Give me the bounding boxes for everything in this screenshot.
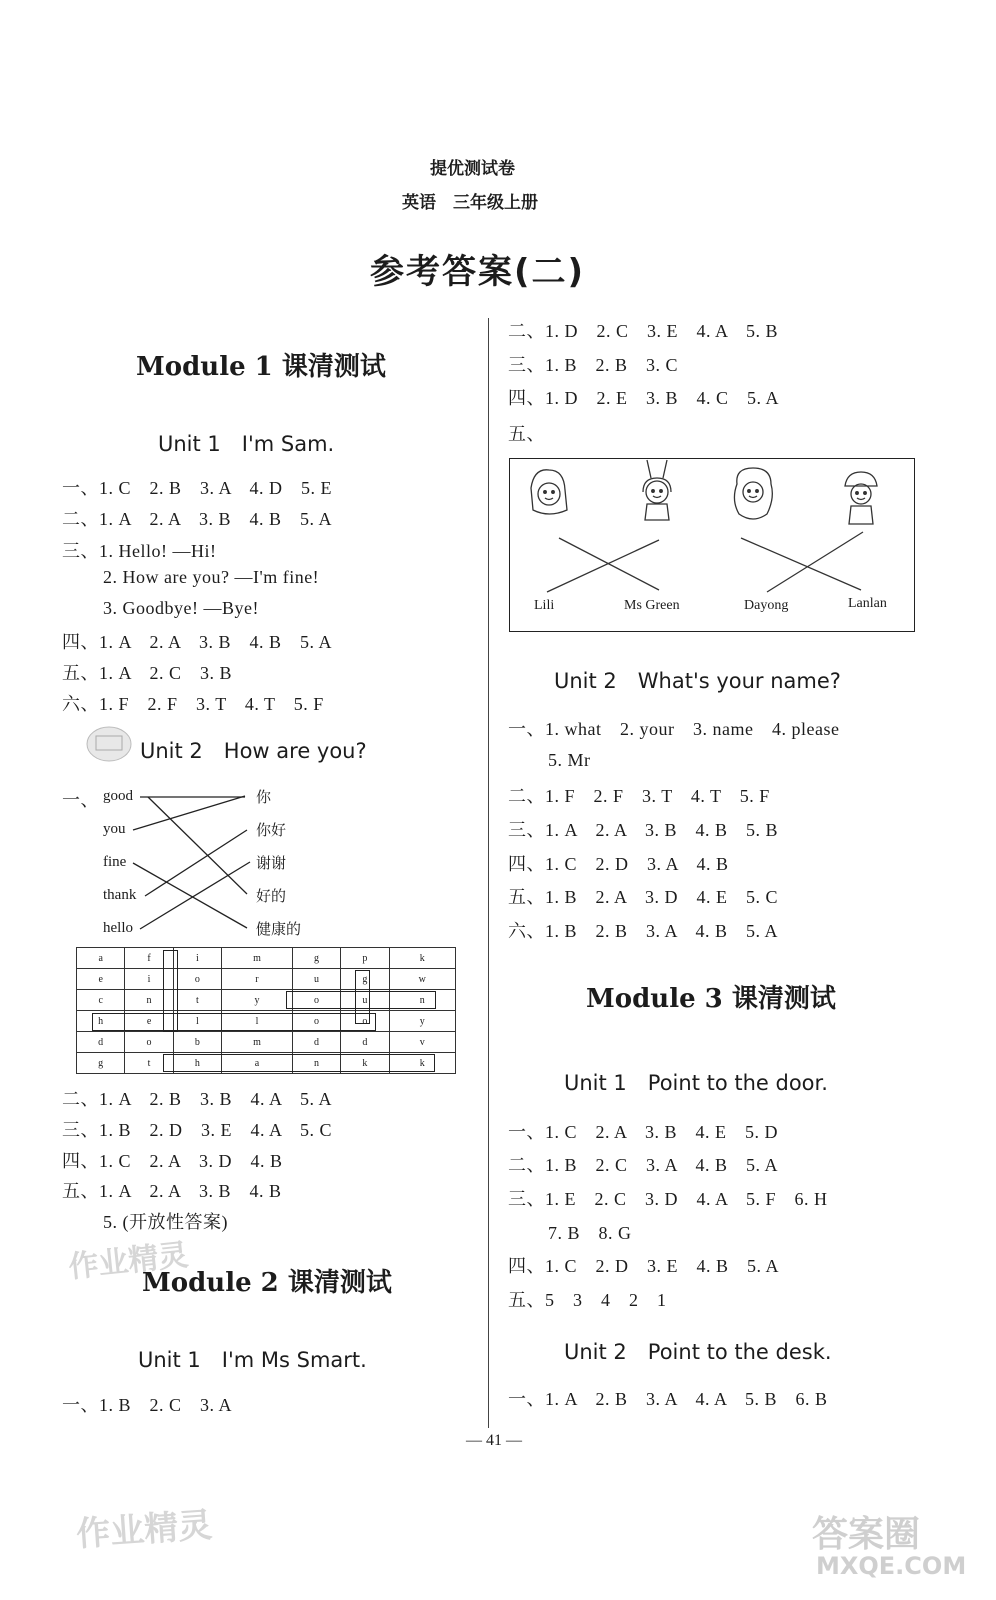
grid-cell: n xyxy=(389,990,455,1011)
grid-cell: h xyxy=(77,1011,125,1032)
answer-line: 一、1. B 2. C 3. A xyxy=(62,1395,233,1415)
answer-line: 四、1. C 2. A 3. D 4. B xyxy=(62,1151,283,1171)
grid-cell: u xyxy=(341,990,389,1011)
grid-cell: v xyxy=(389,1032,455,1053)
grid-cell: y xyxy=(389,1011,455,1032)
m2-unit2-heading: Unit 2 What's your name? xyxy=(554,669,841,693)
match-word: hello xyxy=(103,920,133,936)
grid-cell: t xyxy=(125,1053,173,1074)
figure-name: Lanlan xyxy=(848,596,887,611)
module3-heading: Module 3 课清测试 xyxy=(586,984,836,1014)
answer-line: 5. (开放性答案) xyxy=(103,1212,228,1232)
answer-line: 一、1. A 2. B 3. A 4. A 5. B 6. B xyxy=(508,1389,828,1409)
grid-cell: u xyxy=(292,969,340,990)
answer-line: 一、1. what 2. your 3. name 4. please xyxy=(508,719,840,739)
answer-line: 二、1. D 2. C 3. E 4. A 5. B xyxy=(508,321,779,341)
answer-line: 3. Goodbye! —Bye! xyxy=(103,598,259,618)
answer-line: 五、 xyxy=(508,424,545,444)
page-number: — 41 — xyxy=(466,1432,522,1449)
answer-line: 五、1. A 2. C 3. B xyxy=(62,663,233,683)
answer-line: 四、1. C 2. D 3. E 4. B 5. A xyxy=(508,1256,780,1276)
answer-line: 六、1. B 2. B 3. A 4. B 5. A xyxy=(508,921,779,941)
grid-cell: g xyxy=(341,969,389,990)
match-meaning: 你 xyxy=(256,790,272,806)
match-lines xyxy=(0,0,490,950)
grid-cell: o xyxy=(341,1011,389,1032)
answer-line: 六、1. F 2. F 3. T 4. T 5. F xyxy=(62,694,324,714)
match-meaning: 谢谢 xyxy=(256,856,287,872)
answer-line: 四、1. C 2. D 3. A 4. B xyxy=(508,854,729,874)
grid-cell: o xyxy=(292,1011,340,1032)
grid-cell: n xyxy=(292,1053,340,1074)
match-word: fine xyxy=(103,854,127,870)
grid-cell: l xyxy=(173,1011,221,1032)
grid-cell: d xyxy=(77,1032,125,1053)
page-title: 参考答案(二) xyxy=(370,252,586,292)
found-word-box xyxy=(163,1054,435,1072)
match-word: good xyxy=(103,788,133,804)
grid-cell: d xyxy=(292,1032,340,1053)
match-meaning: 好的 xyxy=(256,889,287,905)
grid-cell: o xyxy=(292,990,340,1011)
grid-cell: a xyxy=(222,1053,293,1074)
grid-cell: b xyxy=(173,1032,221,1053)
grid-cell: r xyxy=(222,969,293,990)
module2-heading: Module 2 课清测试 xyxy=(142,1268,392,1298)
grid-cell: o xyxy=(173,969,221,990)
answer-line: 三、1. B 2. B 3. C xyxy=(508,355,679,375)
grid-cell: m xyxy=(222,1032,293,1053)
grid-cell: i xyxy=(173,948,221,969)
answer-line: 四、1. A 2. A 3. B 4. B 5. A xyxy=(62,632,333,652)
answer-line: 7. B 8. G xyxy=(548,1223,632,1243)
grid-cell: h xyxy=(173,1053,221,1074)
answer-line: 五、1. B 2. A 3. D 4. E 5. C xyxy=(508,887,779,907)
figure-name: Dayong xyxy=(744,598,789,613)
book-subject-grade: 英语 三年级上册 xyxy=(402,193,538,213)
grid-cell: p xyxy=(341,948,389,969)
answer-line: 二、1. B 2. C 3. A 4. B 5. A xyxy=(508,1155,779,1175)
grid-cell: e xyxy=(77,969,125,990)
answer-line: 2. How are you? —I'm fine! xyxy=(103,567,320,587)
grid-cell: m xyxy=(222,948,293,969)
grid-cell: k xyxy=(389,948,455,969)
grid-cell: e xyxy=(125,1011,173,1032)
m1-unit1-heading: Unit 1 I'm Sam. xyxy=(158,432,335,456)
answer-line: 一、1. C 2. A 3. B 4. E 5. D xyxy=(508,1122,779,1142)
m2-unit1-heading: Unit 1 I'm Ms Smart. xyxy=(138,1348,367,1372)
m3-unit2-heading: Unit 2 Point to the desk. xyxy=(564,1340,832,1364)
answer-line: 三、1. A 2. A 3. B 4. B 5. B xyxy=(508,820,779,840)
book-series-title: 提优测试卷 xyxy=(430,159,515,179)
grid-cell: c xyxy=(77,990,125,1011)
watermark-url: MXQE.COM xyxy=(816,1552,967,1580)
answer-line: 一、1. C 2. B 3. A 4. D 5. E xyxy=(62,478,333,498)
m3-unit1-heading: Unit 1 Point to the door. xyxy=(564,1071,828,1095)
answer-line: 二、1. A 2. A 3. B 4. B 5. A xyxy=(62,509,333,529)
grid-cell: g xyxy=(77,1053,125,1074)
girl-figure-icon xyxy=(531,470,567,514)
boy-figure-icon xyxy=(845,472,877,524)
found-word-box xyxy=(92,1013,376,1031)
answer-line: 三、1. E 2. C 3. D 4. A 5. F 6. H xyxy=(508,1189,828,1209)
grid-cell: k xyxy=(341,1053,389,1074)
figure-name: Ms Green xyxy=(624,598,680,613)
answer-line: 二、1. A 2. B 3. B 4. A 5. A xyxy=(62,1089,333,1109)
answer-line: 二、1. F 2. F 3. T 4. T 5. F xyxy=(508,786,770,806)
answer-line: 三、1. B 2. D 3. E 4. A 5. C xyxy=(62,1120,333,1140)
module1-heading: Module 1 课清测试 xyxy=(136,352,386,382)
grid-cell: d xyxy=(341,1032,389,1053)
m1-unit2-heading: Unit 2 How are you? xyxy=(140,739,367,763)
watermark-text: 作业精灵 xyxy=(75,1505,214,1555)
curly-hair-figure-icon xyxy=(734,468,772,519)
match-word: you xyxy=(103,821,126,837)
answer-line: 四、1. D 2. E 3. B 4. C 5. A xyxy=(508,388,780,408)
grid-cell: l xyxy=(222,1011,293,1032)
match-meaning: 你好 xyxy=(256,823,287,839)
grid-cell: w xyxy=(389,969,455,990)
answer-line: 5. Mr xyxy=(548,750,591,770)
grid-cell: k xyxy=(389,1053,455,1074)
figure-name: Lili xyxy=(534,598,555,613)
grid-cell: a xyxy=(77,948,125,969)
answer-line: 五、1. A 2. A 3. B 4. B xyxy=(62,1181,282,1201)
answer-line: 三、1. Hello! —Hi! xyxy=(62,541,217,561)
grid-cell: o xyxy=(125,1032,173,1053)
grid-cell: f xyxy=(125,948,173,969)
grid-cell: g xyxy=(292,948,340,969)
answer-line: 五、5 3 4 2 1 xyxy=(508,1290,667,1310)
grid-cell: y xyxy=(222,990,293,1011)
grid-cell: t xyxy=(173,990,221,1011)
girl-figure-icon xyxy=(643,460,671,520)
found-word-box xyxy=(286,991,436,1009)
grid-cell: n xyxy=(125,990,173,1011)
watermark-text: 作业精灵 xyxy=(66,1237,190,1286)
match-word: thank xyxy=(103,887,137,903)
watermark-logo: 答案圈 xyxy=(812,1514,921,1555)
match-meaning: 健康的 xyxy=(256,922,302,938)
grid-cell: i xyxy=(125,969,173,990)
match-prefix: 一、 xyxy=(62,790,99,810)
